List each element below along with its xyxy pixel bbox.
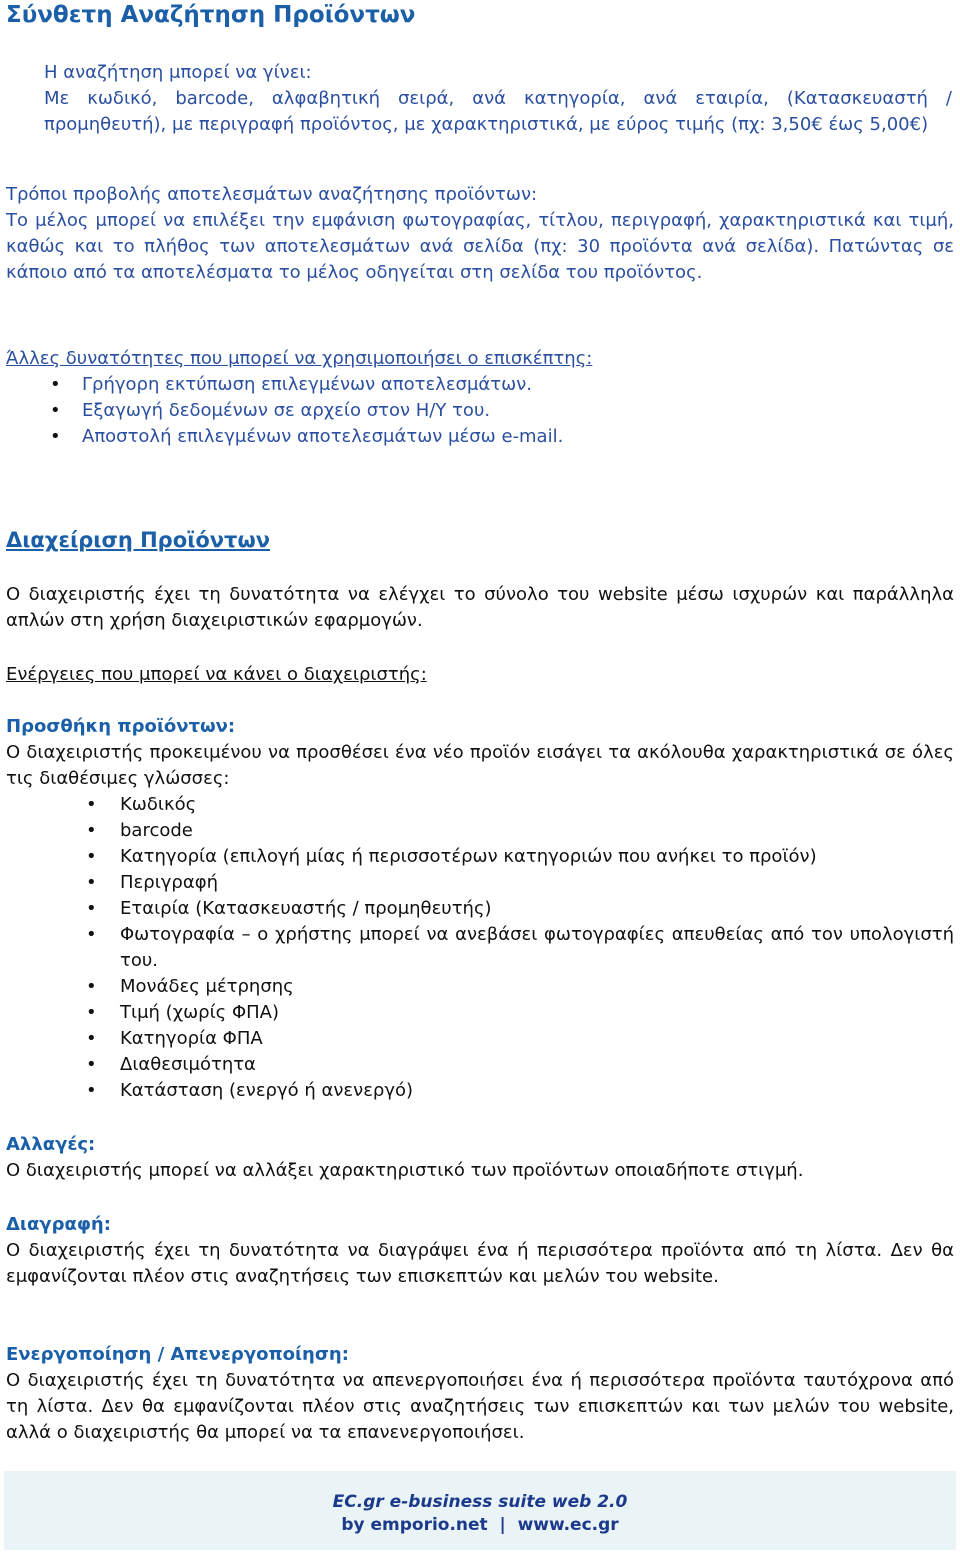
search-intro-line2: Με κωδικό, barcode, αλφαβητική σειρά, ανά κατηγορία, ανά εταιρία, (Κατασκευαστή / προμηθευτή), με περιγραφή προϊόντος, με χαρακτηριστικά, με εύρος τιμής (πχ: 3,50€ έως 5,00€)	[44, 88, 952, 135]
search-intro-line1: Η αναζήτηση μπορεί να γίνει:	[44, 62, 312, 83]
list-item: • Κατηγορία (επιλογή μίας ή περισσοτέρων κατηγοριών που ανήκει το προϊόν)	[6, 844, 954, 870]
list-item: • Μονάδες μέτρησης	[6, 974, 954, 1000]
activation-text: Ο διαχειριστής έχει τη δυνατότητα να απενεργοποιήσει ένα ή περισσότερα προϊόντα ταυτόχρονα από τη λίστα. Δεν θα εμφανίζονται πλέον στις αναζητήσεις των επισκεπτών και των μελών του website, αλλά ο διαχειριστής θα μπορεί να τα επανενεργοποιήσει.	[6, 1370, 954, 1443]
display-options-heading: Τρόποι προβολής αποτελεσμάτων αναζήτησης προϊόντων:	[6, 184, 538, 205]
visitor-options-block	[6, 346, 954, 450]
list-item: • Τιμή (χωρίς ΦΠΑ)	[6, 1000, 954, 1026]
list-item: • Κωδικός	[6, 792, 954, 818]
changes-block	[6, 1132, 954, 1184]
list-item: • Γρήγορη εκτύπωση επιλεγμένων αποτελεσμάτων.	[6, 372, 954, 398]
admin-actions-heading: Ενέργειες που μπορεί να κάνει ο διαχειριστής:	[6, 664, 427, 685]
display-options-block	[6, 182, 954, 286]
activation-heading: Ενεργοποίηση / Απενεργοποίηση:	[6, 1344, 349, 1365]
list-item: • Κατάσταση (ενεργό ή ανενεργό)	[6, 1078, 954, 1104]
delete-text: Ο διαχειριστής έχει τη δυνατότητα να διαγράψει ένα ή περισσότερα προϊόντα από τη λίστα. Δεν θα εμφανίζονται πλέον στις αναζητήσεις των επισκεπτών και μελών του website.	[6, 1240, 954, 1287]
add-products-block	[6, 714, 954, 792]
list-item: • Εξαγωγή δεδομένων σε αρχείο στον Η/Υ του.	[6, 398, 954, 424]
search-intro	[44, 60, 952, 138]
delete-block	[6, 1212, 954, 1290]
product-fields-block	[6, 792, 954, 1104]
visitor-options-heading: Άλλες δυνατότητες που μπορεί να χρησιμοποιήσει ο επισκέπτης:	[6, 348, 593, 369]
list-item: • Εταιρία (Κατασκευαστής / προμηθευτής)	[6, 896, 954, 922]
changes-heading: Αλλαγές:	[6, 1134, 96, 1155]
product-fields-list	[6, 792, 954, 1104]
add-products-text: Ο διαχειριστής προκειμένου να προσθέσει ένα νέο προϊόν εισάγει τα ακόλουθα χαρακτηριστικά σε όλες τις διαθέσιμες γλώσσες:	[6, 742, 954, 789]
footer-banner	[4, 1471, 956, 1550]
list-item: • Κατηγορία ΦΠΑ	[6, 1026, 954, 1052]
footer-links: by emporio.net | www.ec.gr	[341, 1515, 619, 1535]
management-intro: Ο διαχειριστής έχει τη δυνατότητα να ελέγχει το σύνολο του website μέσω ισχυρών και παράλληλα απλών στη χρήση διαχειριστικών εφαρμογών.	[6, 584, 954, 631]
list-item: • Αποστολή επιλεγμένων αποτελεσμάτων μέσω e-mail.	[6, 424, 954, 450]
search-section-title: Σύνθετη Αναζήτηση Προϊόντων	[6, 2, 416, 28]
delete-heading: Διαγραφή:	[6, 1214, 111, 1235]
activation-block	[6, 1342, 954, 1446]
add-products-heading: Προσθήκη προϊόντων:	[6, 716, 236, 737]
footer-product-name: EC.gr e-business suite web 2.0	[332, 1492, 628, 1512]
list-item: • Περιγραφή	[6, 870, 954, 896]
list-item: • Διαθεσιμότητα	[6, 1052, 954, 1078]
list-item: • Φωτογραφία – ο χρήστης μπορεί να ανεβάσει φωτογραφίες απευθείας από τον υπολογιστή του.	[6, 922, 954, 974]
management-section-title: Διαχείριση Προϊόντων	[6, 528, 271, 552]
list-item: • barcode	[6, 818, 954, 844]
display-options-text: Το μέλος μπορεί να επιλέξει την εμφάνιση φωτογραφίας, τίτλου, περιγραφή, χαρακτηριστικά και τιμή, καθώς και το πλήθος των αποτελεσμάτων ανά σελίδα (πχ: 30 προϊόντα ανά σελίδα). Πατώντας σε κάποιο από τα αποτελέσματα το μέλος οδηγείται στη σελίδα του προϊόντος.	[6, 210, 954, 283]
changes-text: Ο διαχειριστής μπορεί να αλλάξει χαρακτηριστικό των προϊόντων οποιαδήποτε στιγμή.	[6, 1160, 804, 1181]
visitor-options-list	[6, 372, 954, 450]
